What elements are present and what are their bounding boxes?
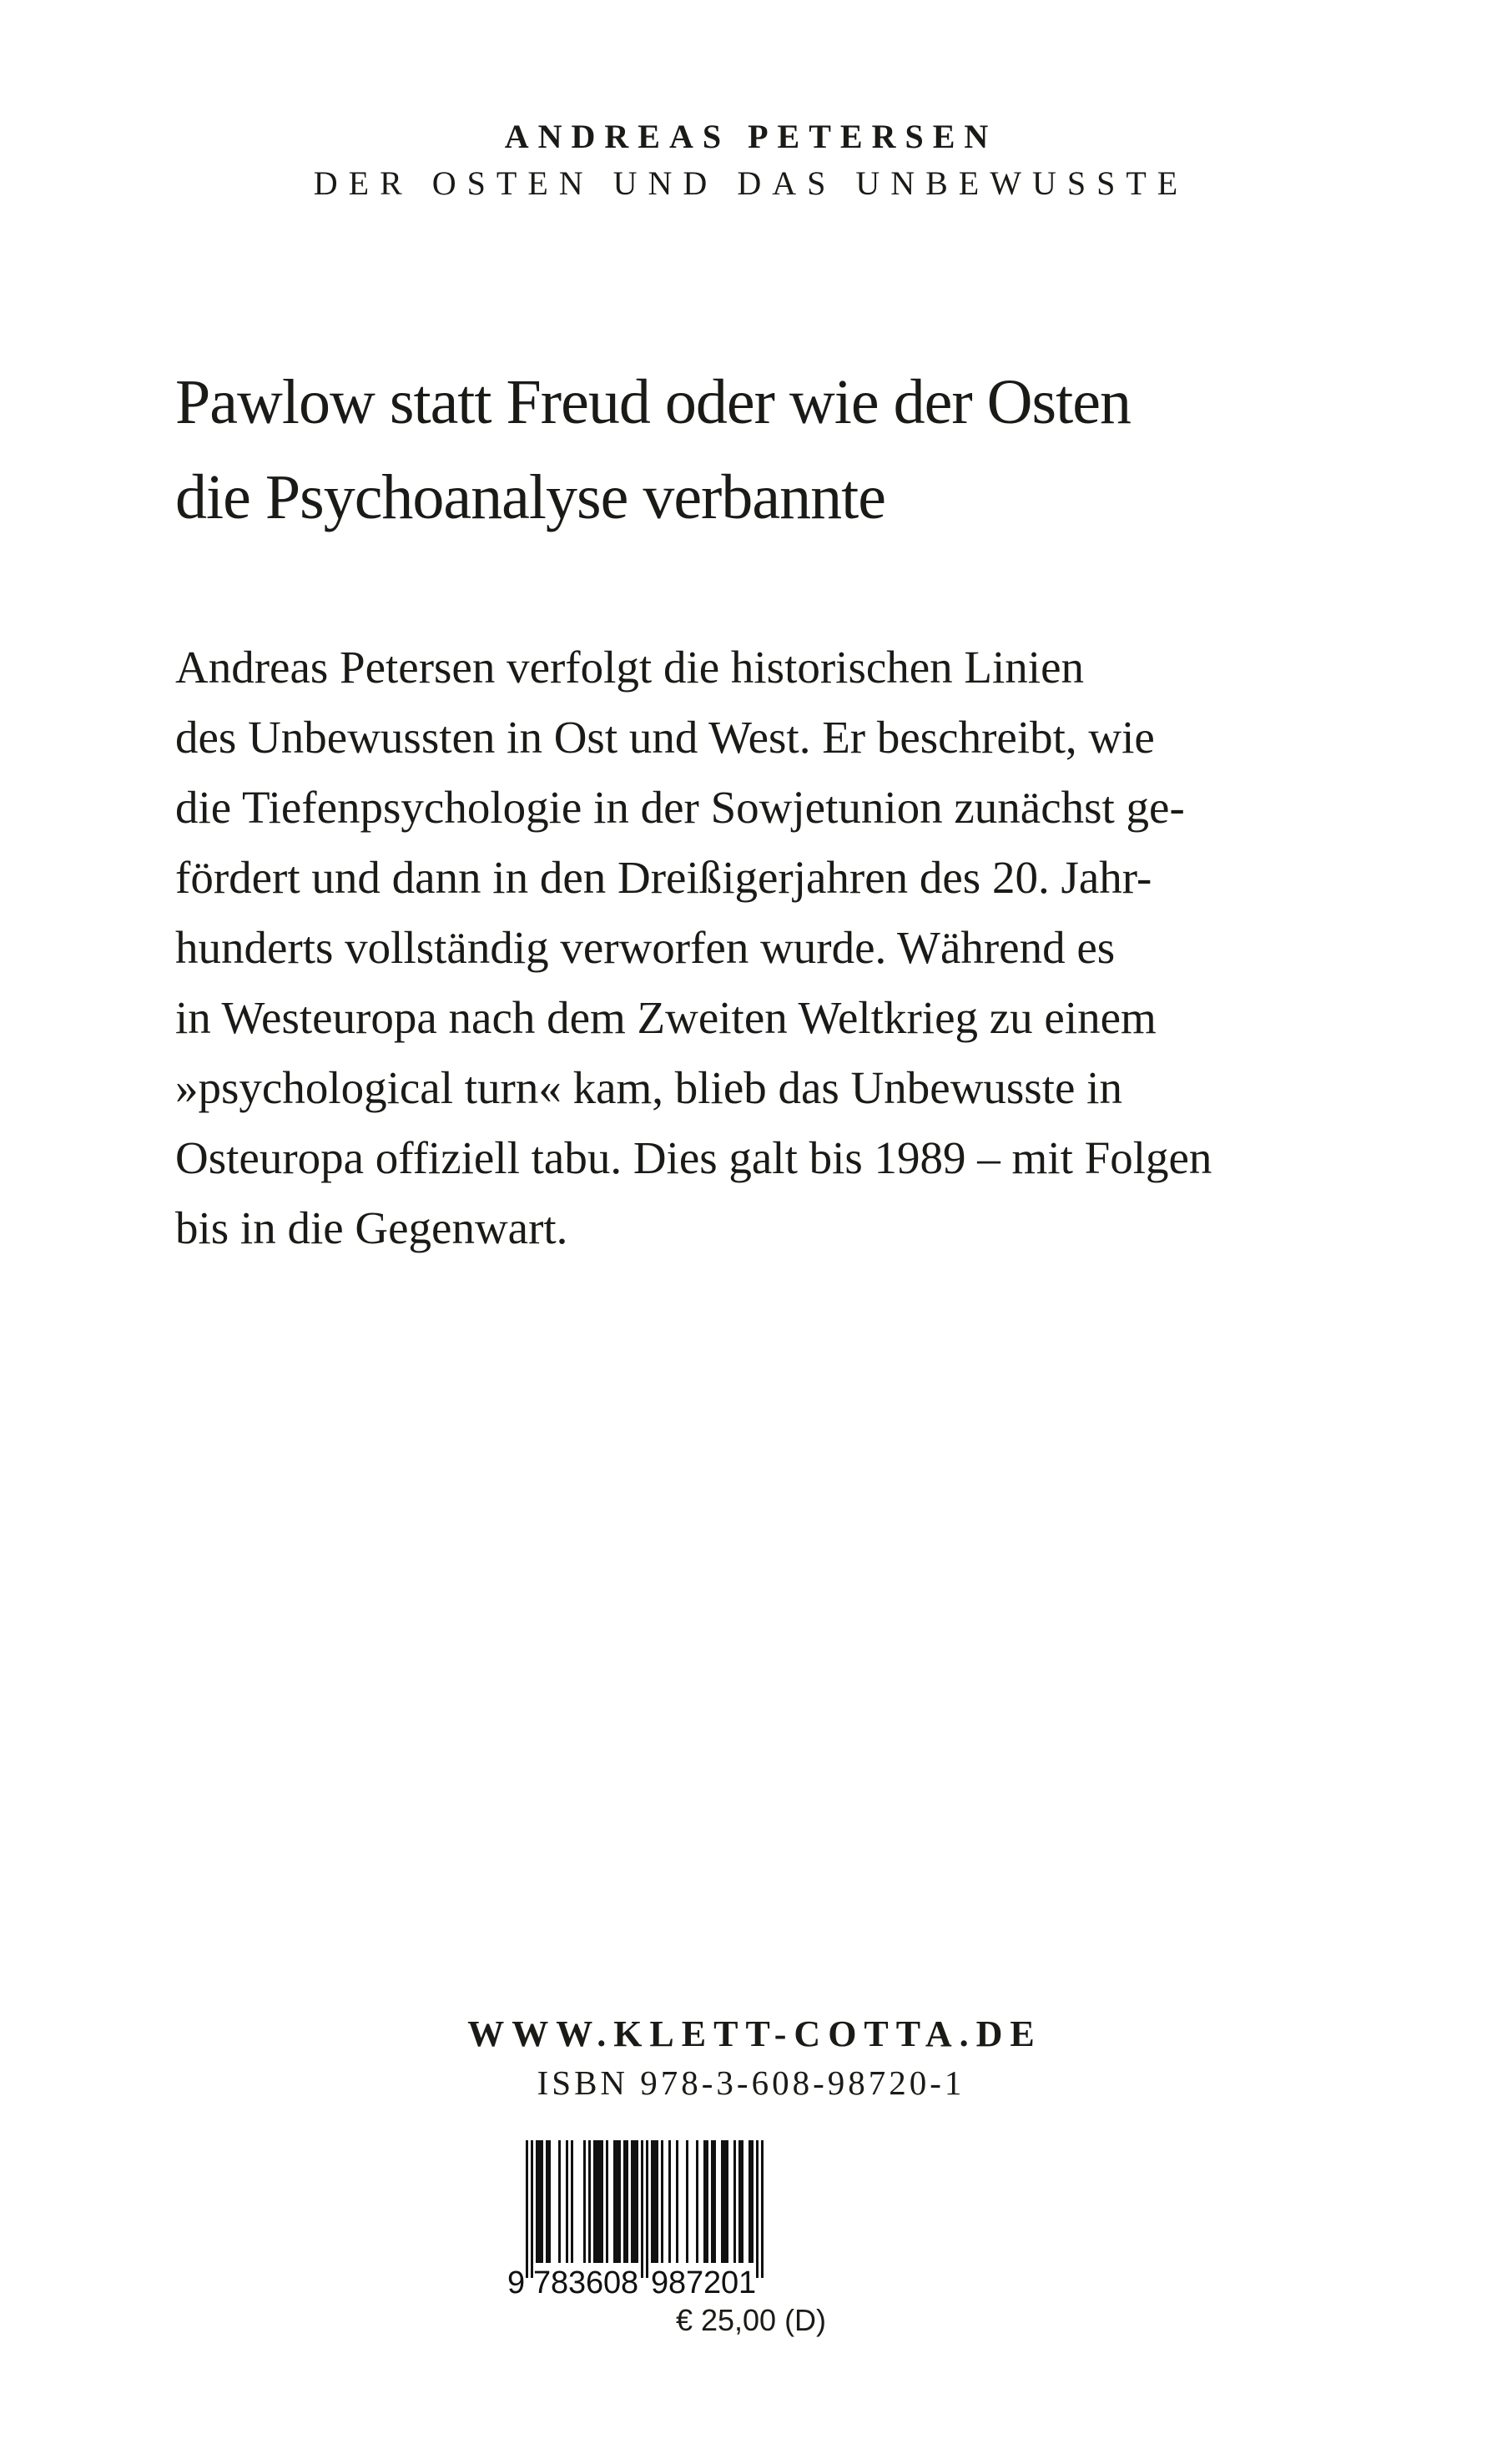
barcode-bar [588,2140,591,2263]
barcode-digit: 7 [686,2265,704,2300]
barcode-digit: 8 [551,2265,569,2300]
barcode-digit: 8 [621,2265,639,2300]
barcode-digit: 1 [738,2265,757,2300]
barcode-bar [531,2140,533,2278]
barcode-digit: 3 [568,2265,587,2300]
barcode-bar [756,2140,759,2278]
barcode-bar [626,2140,628,2263]
barcode-bar [646,2140,648,2278]
barcode-digit: 8 [668,2265,687,2300]
blurb-text [175,632,1385,1263]
barcode-bar [721,2140,723,2263]
barcode-bar [738,2140,741,2263]
barcode-bar [676,2140,678,2263]
barcode-bar [636,2140,638,2263]
barcode-bar [538,2140,541,2263]
blurb-line: des Unbewussten in Ost und West. Er beschreibt, wie [175,712,1155,763]
barcode-bar [583,2140,586,2263]
barcode-bar [593,2140,596,2263]
blurb-line: Osteuropa offiziell tabu. Dies galt bis 1989 – mit Folgen [175,1132,1212,1183]
barcode-digit: 2 [703,2265,722,2300]
barcode-bar [623,2140,626,2263]
barcode-bar [711,2140,713,2263]
barcode-bar [703,2140,706,2263]
book-title: DER OSTEN UND DAS UNBEWUSSTE [313,164,1189,202]
barcode-bar [723,2140,726,2263]
barcode-bar [651,2140,653,2263]
publisher-website: WWW.KLETT-COTTA.DE [467,2013,1042,2054]
barcode-bar [761,2140,764,2278]
barcode-bar [696,2140,698,2263]
barcode-bar [748,2140,751,2263]
blurb-line: fördert und dann in den Dreißigerjahren des 20. Jahr- [175,852,1152,903]
barcode-bar [706,2140,708,2263]
barcode-bar [546,2140,548,2263]
barcode-digit: 0 [603,2265,622,2300]
barcode-bar [558,2140,561,2263]
blurb-line: bis in die Gegenwart. [175,1202,568,1253]
barcode-bar [601,2140,603,2263]
blurb-line: in Westeuropa nach dem Zweiten Weltkrieg zu einem [175,992,1157,1043]
barcode-digit: 0 [721,2265,739,2300]
barcode-bar [668,2140,671,2263]
barcode-bar [741,2140,743,2263]
barcode-bar [713,2140,716,2263]
barcode-bar [548,2140,551,2263]
barcode-digit: 9 [651,2265,669,2300]
barcode-bar [661,2140,663,2263]
barcode-bar [596,2140,598,2263]
barcode-bar [613,2140,616,2263]
barcode-bar [631,2140,633,2263]
blurb-line: »psychological turn« kam, blieb das Unbewusste in [175,1062,1122,1113]
barcode-bar [526,2140,528,2278]
barcode-bar [566,2140,568,2263]
barcode-bar [726,2140,728,2263]
price: € 25,00 (D) [675,2303,827,2337]
barcode-bar [571,2140,573,2263]
barcode-bar [598,2140,601,2263]
barcode-bar [656,2140,658,2263]
barcode-bar [733,2140,736,2263]
barcode-bar [616,2140,618,2263]
headline [175,355,1385,545]
barcode-bar [618,2140,621,2263]
blurb-line: die Tiefenpsychologie in der Sowjetunion zunächst ge- [175,782,1185,833]
barcode-bar [541,2140,543,2263]
barcode-digit: 6 [586,2265,604,2300]
barcode-digit: 9 [507,2265,526,2300]
barcode-bar [686,2140,688,2263]
headline-line: die Psychoanalyse verbannte [175,462,885,532]
barcode-bar [751,2140,754,2263]
ean13-barcode [501,2136,776,2303]
barcode-bar [653,2140,656,2263]
barcode-bar [536,2140,538,2263]
barcode-bar [606,2140,608,2263]
barcode-bar [633,2140,636,2263]
barcode-digit: 7 [533,2265,552,2300]
headline-line: Pawlow statt Freud oder wie der Osten [175,367,1131,437]
barcode-bar [641,2140,643,2278]
isbn: ISBN 978-3-608-98720-1 [537,2063,965,2102]
blurb-line: Andreas Petersen verfolgt die historischen Linien [175,642,1084,693]
blurb-line: hunderts vollständig verworfen wurde. Während es [175,922,1116,973]
author-name: ANDREAS PETERSEN [504,118,998,155]
